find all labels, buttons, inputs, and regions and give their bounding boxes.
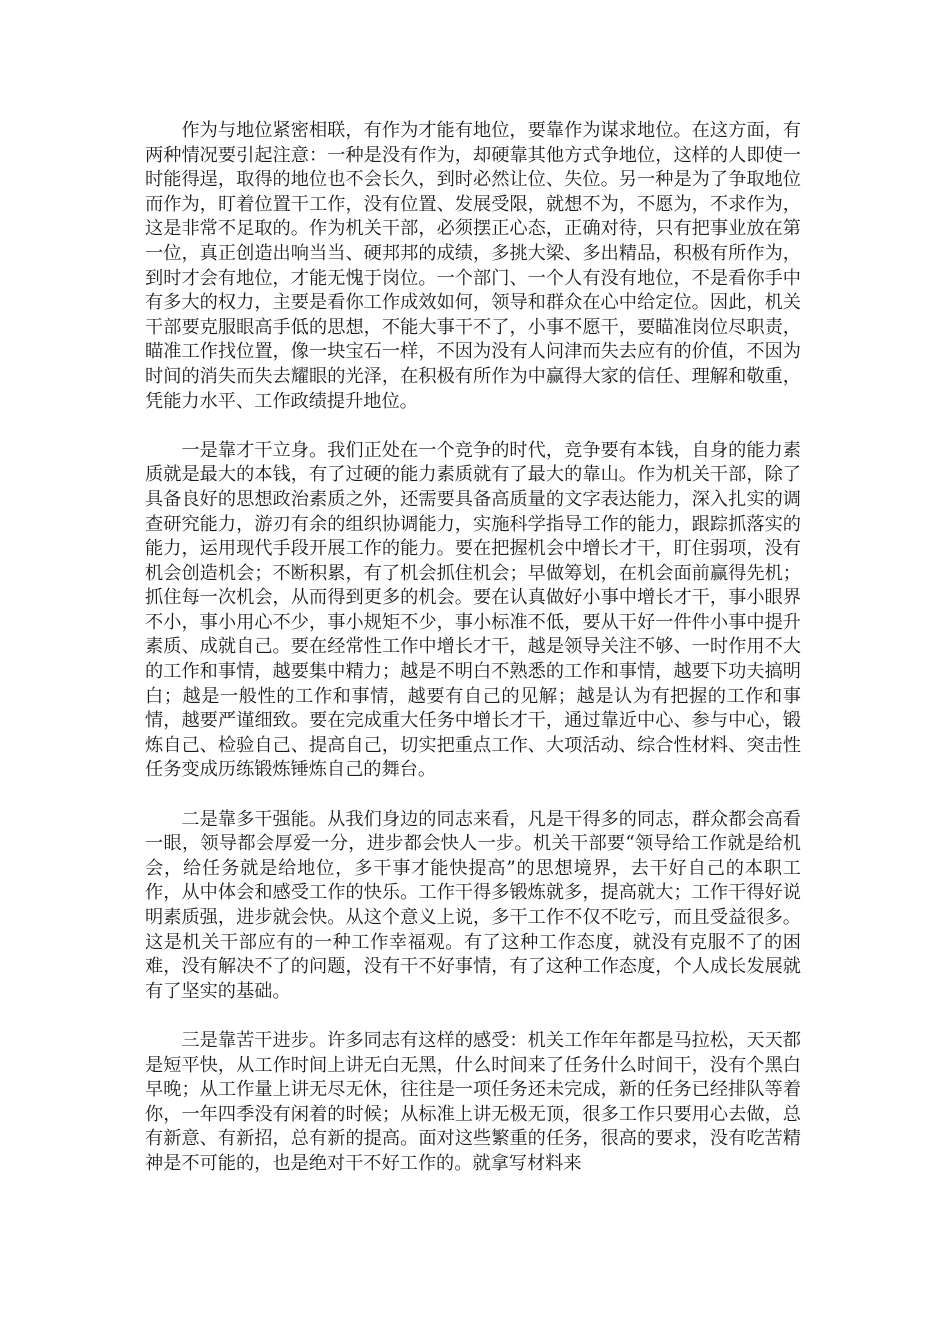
paragraph-talent: 一是靠才干立身。我们正处在一个竞争的时代，竞争要有本钱，自身的能力素质就是最大的本钱，有了过硬的能力素质就有了最大的靠山。作为机关干部，除了具备良好的思想政治素质之外，还需要具备高质量的文字表达能力，深入扎实的调查研究能力，游刃有余的组织协调能力，实施科学指导工作的能力，跟踪抓落实的能力，运用现代手段开展工作的能力。要在把握机会中增长才干，盯住弱项，没有机会创造机会；不断积累，有了机会抓住机会；早做筹划，在机会面前赢得先机；抓住每一次机会，从而得到更多的机会。要在认真做好小事中增长才干，事小眼界不小，事小用心不少，事小规矩不少，事小标准不低，要从干好一件件小事中提升素质、成就自己。要在经常性工作中增长才干，越是领导关注不够、一时作用不大的工作和事情，越要集中精力；越是不明白不熟悉的工作和事情，越要下功夫搞明白；越是一般性的工作和事情，越要有自己的见解；越是认为有把握的工作和事情，越要严谨细致。要在完成重大任务中增长才干，通过靠近中心、参与中心，锻炼自己、检验自己、提高自己，切实把重点工作、大项活动、综合性材料、突击性任务变成历练锻炼锤炼自己的舞台。 (145, 439, 801, 781)
paragraph-more-work: 二是靠多干强能。从我们身边的同志来看，凡是干得多的同志，群众都会高看一眼，领导都会厚爱一分，进步都会快人一步。机关干部要“领导给工作就是给机会，给任务就是给地位，多干事才能快提高”的思想境界，去干好自己的本职工作，从中体会和感受工作的快乐。工作干得多锻炼就多，提高就大；工作干得好说明素质强，进步就会快。从这个意义上说，多干工作不仅不吃亏，而且受益很多。这是机关干部应有的一种工作幸福观。有了这种工作态度，就没有克服不了的困难，没有解决不了的问题，没有干不好事情，有了这种工作态度，个人成长发展就有了坚实的基础。 (145, 808, 801, 1002)
document-body (145, 119, 801, 1201)
paragraph-hard-work: 三是靠苦干进步。许多同志有这样的感受：机关工作年年都是马拉松，天天都是短平快，从工作时间上讲无白无黑，什么时间来了任务什么时间干，没有个黑白早晚；从工作量上讲无尽无休，往往是一项任务还未完成，新的任务已经排队等着你，一年四季没有闲着的时候；从标准上讲无极无顶，很多工作只要用心去做，总有新意、有新招，总有新的提高。面对这些繁重的任务，很高的要求，没有吃苦精神是不可能的，也是绝对干不好工作的。就拿写材料来 (145, 1029, 801, 1174)
paragraph-position-and-action: 作为与地位紧密相联，有作为才能有地位，要靠作为谋求地位。在这方面，有两种情况要引起注意：一种是没有作为，却硬靠其他方式争地位，这样的人即使一时能得逞，取得的地位也不会长久，到时必然让位、失位。另一种是为了争取地位而作为，盯着位置干工作，没有位置、发展受限，就想不为，不愿为，不求作为，这是非常不足取的。作为机关干部，必须摆正心态，正确对待，只有把事业放在第一位，真正创造出响当当、硬邦邦的成绩，多挑大梁、多出精品，积极有所作为，到时才会有地位，才能无愧于岗位。一个部门、一个人有没有地位，不是看你手中有多大的权力，主要是看你工作成效如何，领导和群众在心中给定位。因此，机关干部要克服眼高手低的思想，不能大事干不了，小事不愿干，要瞄准岗位尽职责，瞄准工作找位置，像一块宝石一样，不因为没有人问津而失去应有的价值，不因为时间的消失而失去耀眼的光泽，在积极有所作为中赢得大家的信任、理解和敬重，凭能力水平、工作政绩提升地位。 (145, 120, 801, 412)
